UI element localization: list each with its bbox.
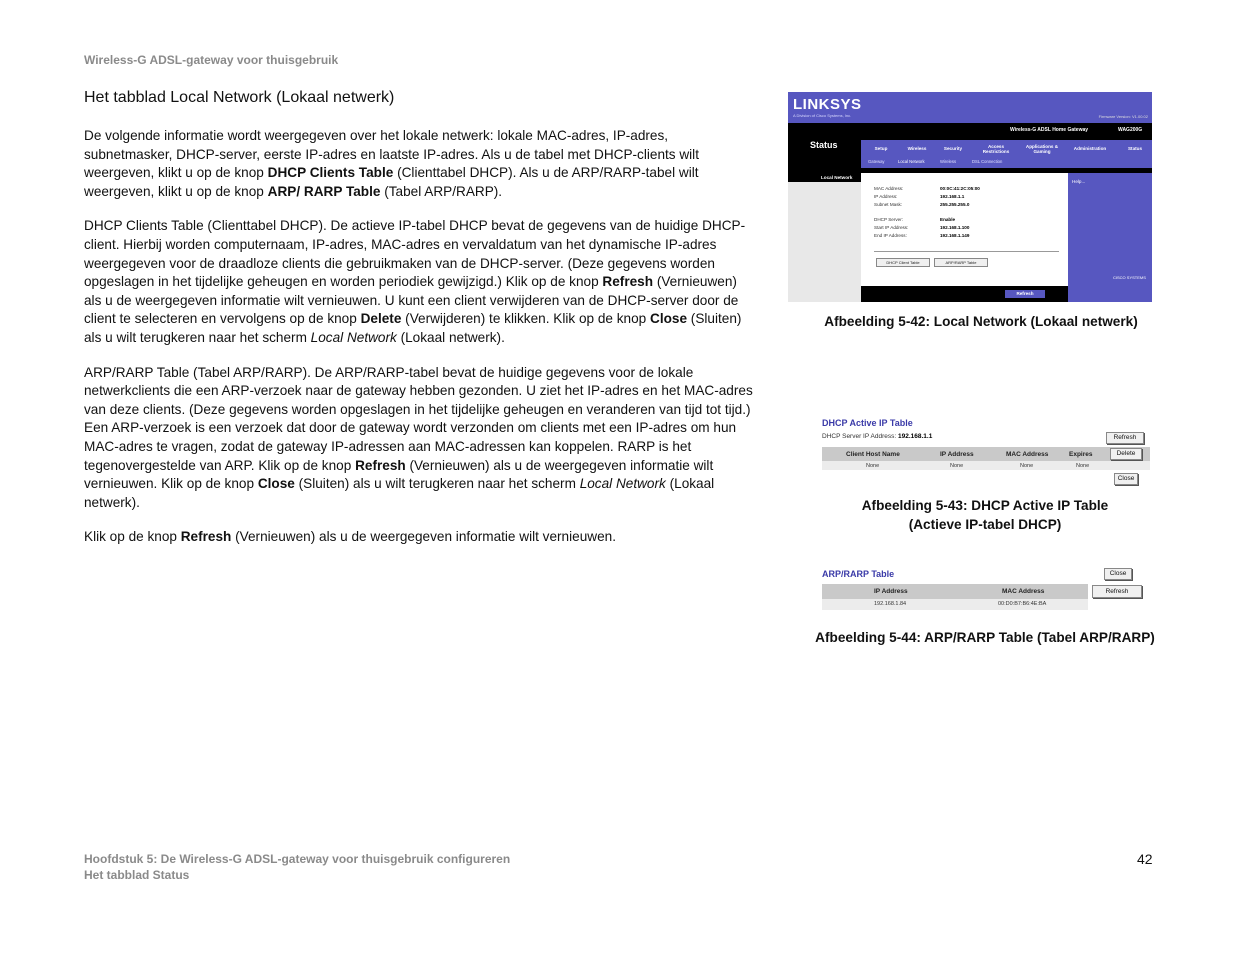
refresh-button[interactable]: Refresh (1106, 432, 1144, 444)
tab-applications-gaming[interactable]: Applications & Gaming (1025, 144, 1059, 154)
ip-address-label: IP Address: (874, 194, 898, 199)
table-header (822, 584, 1088, 599)
text-run: (Lokaal netwerk). (84, 476, 715, 510)
italic-term: Local Network (310, 329, 397, 345)
subtab-dsl-connection[interactable]: DSL Connection (972, 159, 1003, 164)
paragraph-intro (84, 127, 758, 201)
dhcp-server-value: Enable (940, 217, 956, 222)
paragraph-arp-rarp (84, 364, 758, 513)
model-number: WAG200G (1118, 127, 1143, 133)
dhcp-active-ip-table (822, 418, 1152, 488)
help-panel (1068, 173, 1152, 302)
bold-term: Close (257, 476, 295, 492)
mac-address-label: MAC Address: (874, 186, 904, 191)
text-run: (Sluiten) als u wilt terugkeren naar het scherm (84, 311, 742, 345)
start-ip-value: 192.168.1.100 (940, 225, 970, 230)
bold-term: Refresh (602, 274, 654, 290)
section-label: Status (810, 140, 838, 150)
tab-security[interactable]: Security (943, 146, 963, 151)
text-run: (Clienttabel DHCP). Als u de ARP/RARP-tabel wilt weergeven, klikt u op de knop (84, 165, 699, 199)
header-client-host-name: Client Host Name (846, 451, 900, 458)
text-run: (Vernieuwen) als u de weergegeven informatie wilt vernieuwen. (231, 529, 616, 545)
cell-ip-address: None (950, 463, 964, 469)
arp-table-title: ARP/RARP Table (822, 569, 895, 579)
cisco-logo: CISCO SYSTEMS (1113, 275, 1146, 280)
header-ip-address: IP Address (940, 451, 974, 458)
firmware-version: Firmware Version: V1.00.02 (1098, 114, 1148, 119)
running-head: Wireless-G ADSL-gateway voor thuisgebruik (84, 53, 339, 67)
figure-43-caption (822, 496, 1148, 534)
refresh-button[interactable]: Refresh (1092, 585, 1142, 598)
tab-status[interactable]: Status (1127, 146, 1143, 151)
figure-42-caption: Afbeelding 5-42: Local Network (Lokaal netwerk) (824, 314, 1138, 329)
arp-rarp-table (822, 568, 1152, 614)
footer-chapter: Hoofdstuk 5: De Wireless-G ADSL-gateway voor thuisgebruik configureren (84, 852, 511, 866)
dhcp-server-ip (822, 433, 932, 440)
text-run: (Vernieuwen) als u de weergegeven informatie wilt vernieuwen. Klik op de knop (84, 457, 714, 492)
help-link[interactable]: Help... (1072, 179, 1086, 184)
subtab-gateway[interactable]: Gateway (868, 159, 885, 164)
subtab-local-network[interactable]: Local Network (898, 159, 925, 164)
bold-term: ARP/ RARP Table (267, 183, 381, 199)
bold-term: Refresh (180, 529, 232, 545)
text-run: DHCP Clients Table (Clienttabel DHCP). De actieve IP-tabel DHCP bevat de gegevens van de huidige DHCP-client. Hierbij worden computernaam, IP-adres, MAC-adres en vervaldatum van het dynamische IP-adres weergegeven voor de draadloze clients die gebruikmaken van de DHCP-server. (Deze gegevens worden opgeslagen in het tijdelijke geheugen en worden periodiek gewijzigd.) Klik op de knop (84, 218, 746, 290)
product-bar (861, 123, 1152, 140)
end-ip-label: End IP Address: (874, 233, 907, 238)
header-ip-address: IP Address (874, 588, 908, 595)
paragraph-dhcp-clients (84, 217, 758, 347)
delete-button[interactable]: Delete (1110, 448, 1142, 460)
subnet-mask-value: 255.255.255.0 (940, 202, 970, 207)
dhcp-server-ip-label: DHCP Server IP Address: (822, 433, 897, 440)
table-row (822, 599, 1088, 610)
text-run: De volgende informatie wordt weergegeven over het lokale netwerk: lokale MAC-adres, IP-adres, subnetmasker, DHCP-server, eerste IP-adres en laatste IP-adres. Als u de tabel met DHCP-clients wilt weergeven, klikt u op de knop (84, 128, 699, 181)
paragraph-refresh (84, 528, 758, 547)
close-button[interactable]: Close (1104, 568, 1132, 580)
text-run: (Sluiten) als u wilt terugkeren naar het scherm (294, 476, 580, 492)
figure-43-caption-line1: Afbeelding 5-43: DHCP Active IP Table (861, 498, 1109, 513)
italic-term: Local Network (579, 476, 666, 492)
bold-term: Close (650, 311, 688, 327)
local-network-screenshot (788, 92, 1152, 302)
cell-host-name: None (866, 463, 880, 469)
text-run: (Vernieuwen) als u de weergegeven informatie wilt vernieuwen. U kunt een client verwijderen van de DHCP-server door de client te selecteren en vervolgens op de knop (84, 274, 739, 327)
linksys-logo: LINKSYS (793, 96, 862, 113)
product-name: Wireless-G ADSL Home Gateway (1010, 127, 1089, 133)
cell-expires: None (1076, 463, 1090, 469)
cell-ip-address: 192.168.1.84 (874, 601, 907, 607)
text-run: Klik op de knop (84, 529, 181, 545)
figure-44-caption: Afbeelding 5-44: ARP/RARP Table (Tabel ARP/RARP) (815, 630, 1155, 645)
bold-term: Refresh (355, 457, 406, 473)
text-run: ARP/RARP Table (Tabel ARP/RARP). De ARP/RARP-tabel bevat de huidige gegevens voor de lokale netwerkclients die een ARP-verzoek naar de gateway hebben gezonden. U ziet het IP-adres en het MAC-adres van deze clients. (Deze gegevens worden opgeslagen in het tijdelijke geheugen en veranderen van tijd tot tijd.) Een ARP-verzoek is een verzoek dat door de gateway wordt verzonden om clients met een IP-adres om hun MAC-adres te vragen, zodat de gateway IP-adressen aan MAC-adressen kan koppelen. RARP is het tegenovergestelde van ARP. Klik op de knop (84, 364, 753, 473)
header-mac-address: MAC Address (1002, 588, 1045, 595)
refresh-button[interactable]: Refresh (1005, 290, 1045, 298)
mac-address-value: 00:0C:41:2C:05:00 (940, 186, 980, 191)
tab-administration[interactable]: Administration (1073, 146, 1107, 151)
header-expires: Expires (1069, 451, 1093, 458)
arp-rarp-table-button[interactable]: ARP/RARP Table (934, 258, 988, 267)
tab-wireless[interactable]: Wireless (907, 146, 927, 151)
divider (874, 251, 1059, 252)
text-run: (Tabel ARP/RARP). (380, 183, 503, 199)
end-ip-value: 192.168.1.149 (940, 233, 970, 238)
dhcp-server-ip-value: 192.168.1.1 (898, 433, 933, 440)
section-title: Het tabblad Local Network (Lokaal netwerk) (84, 89, 395, 106)
local-network-label: Local Network (821, 175, 853, 180)
tab-access-restrictions[interactable]: Access Restrictions (982, 144, 1010, 154)
ip-address-value: 192.168.1.1 (940, 194, 965, 199)
bold-term: DHCP Clients Table (267, 165, 394, 181)
dhcp-client-table-button[interactable]: DHCP Client Table (876, 258, 930, 267)
header-mac-address: MAC Address (1006, 451, 1049, 458)
subnet-mask-label: Subnet Mask: (874, 202, 903, 207)
page-footer (84, 851, 510, 883)
close-button[interactable]: Close (1114, 473, 1138, 485)
text-run: (Verwijderen) te klikken. Klik op de knop (401, 311, 650, 327)
logo-subtitle: A Division of Cisco Systems, Inc. (793, 113, 852, 118)
body-text (84, 127, 758, 563)
text-run: (Lokaal netwerk). (396, 329, 505, 345)
cell-mac-address: None (1020, 463, 1034, 469)
start-ip-label: Start IP Address: (874, 225, 909, 230)
dhcp-server-label: DHCP Server: (874, 217, 904, 222)
footer-section: Het tabblad Status (84, 868, 190, 882)
bold-term: Delete (360, 311, 402, 327)
tab-setup[interactable]: Setup (874, 146, 888, 151)
subtab-wireless[interactable]: Wireless (940, 159, 957, 164)
figure-43-caption-line2: (Actieve IP-tabel DHCP) (908, 517, 1062, 532)
cell-mac-address: 00:D0:B7:B6:4E:BA (998, 601, 1047, 607)
page-number: 42 (1137, 851, 1153, 867)
left-panel (788, 173, 861, 302)
dhcp-table-title: DHCP Active IP Table (822, 418, 913, 428)
